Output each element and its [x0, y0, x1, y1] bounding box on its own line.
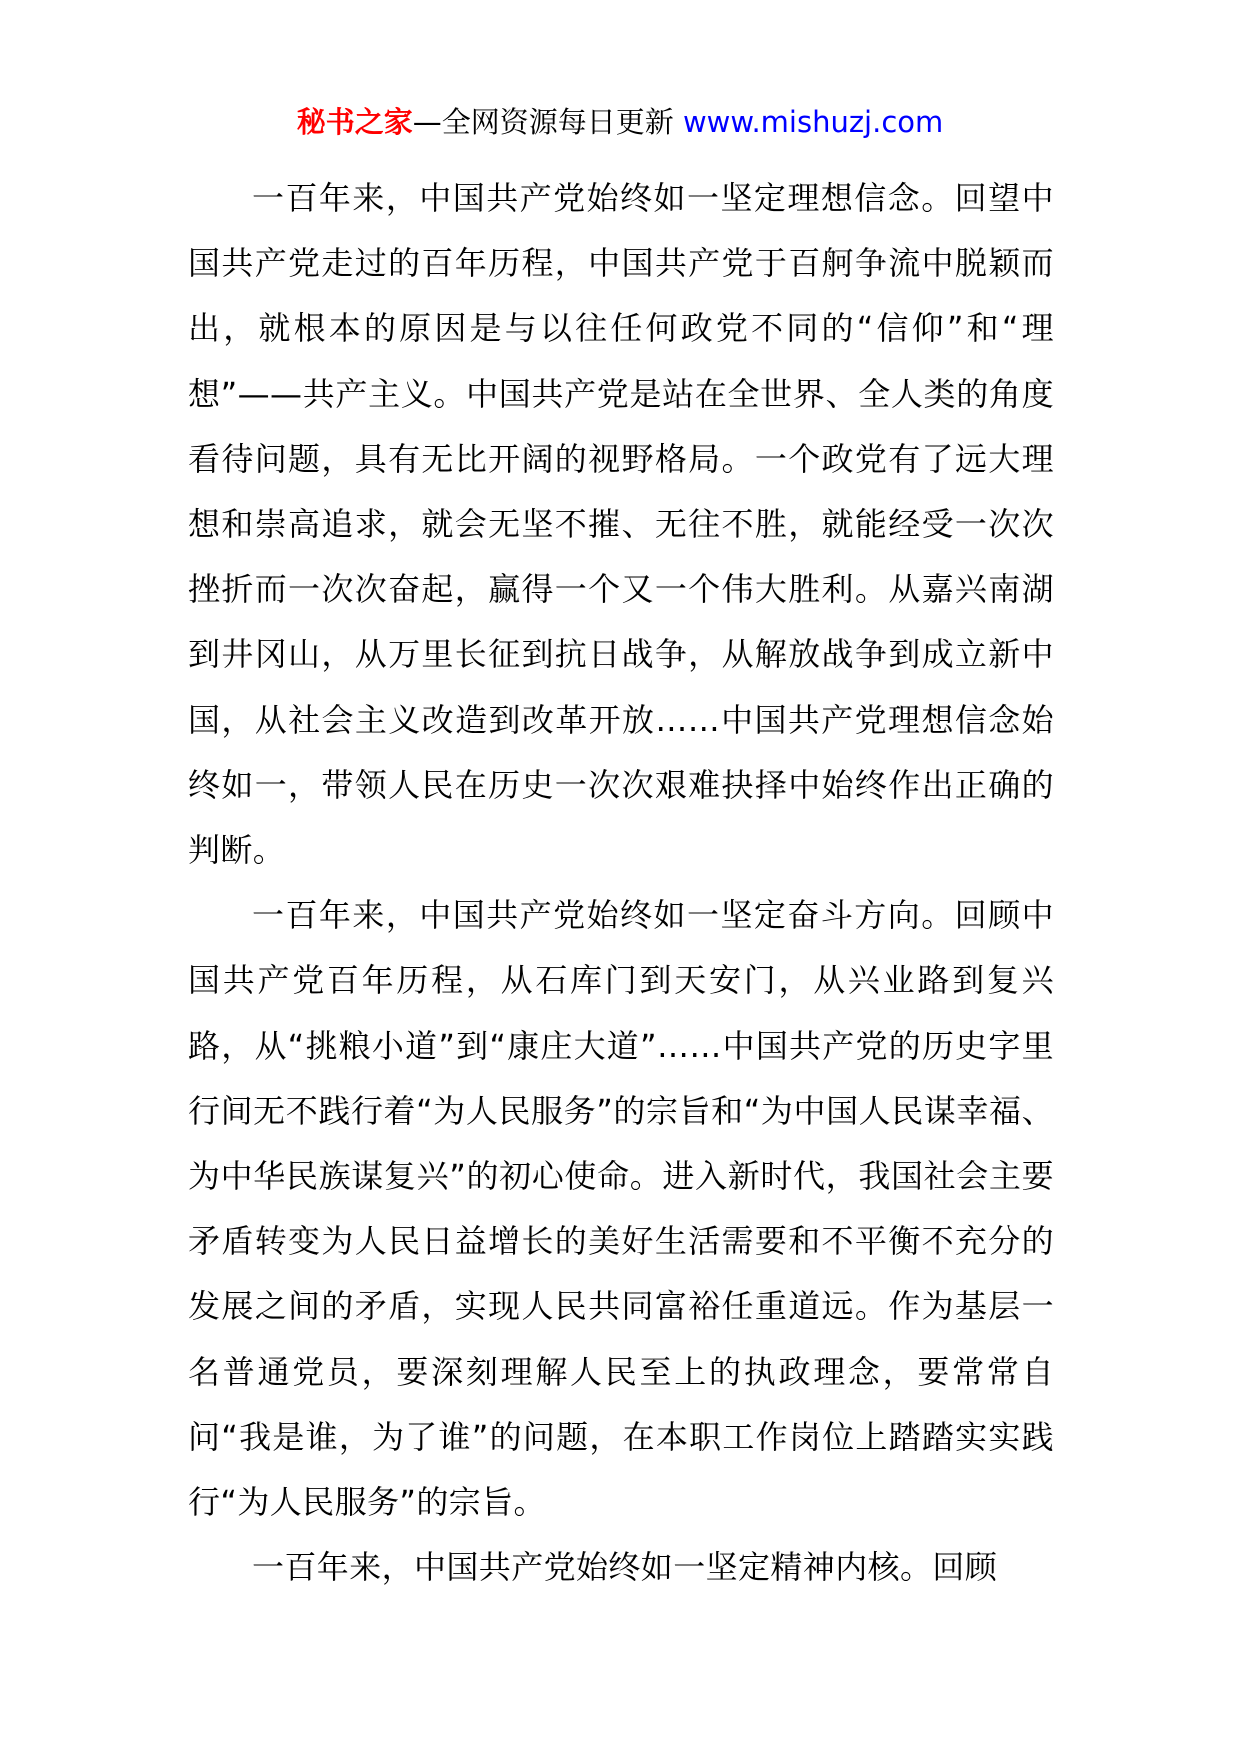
- website-link[interactable]: www.mishuzj.com: [682, 105, 944, 139]
- page-header: [0, 100, 1240, 144]
- paragraph-ideals: 一百年来，中国共产党始终如一坚定理想信念。回望中国共产党走过的百年历程，中国共产党于百舸争流中脱颖而出，就根本的原因是与以往任何政党不同的“信仰”和“理想”——共产主义。中国共产党是站在全世界、全人类的角度看待问题，具有无比开阔的视野格局。一个政党有了远大理想和崇高追求，就会无坚不摧、无往不胜，就能经受一次次挫折而一次次奋起，赢得一个又一个伟大胜利。从嘉兴南湖到井冈山，从万里长征到抗日战争，从解放战争到成立新中国，从社会主义改造到改革开放……中国共产党理想信念始终如一，带领人民在历史一次次艰难抉择中始终作出正确的判断。: [188, 179, 1054, 870]
- brand-name: 秘书之家: [296, 105, 413, 139]
- paragraph-direction: 一百年来，中国共产党始终如一坚定奋斗方向。回顾中国共产党百年历程，从石库门到天安门，从兴业路到复兴路，从“挑粮小道”到“康庄大道”……中国共产党的历史字里行间无不践行着“为人民服务”的宗旨和“为中国人民谋幸福、为中华民族谋复兴”的初心使命。进入新时代，我国社会主要矛盾转变为人民日益增长的美好生活需要和不平衡不充分的发展之间的矛盾，实现人民共同富裕任重道远。作为基层一名普通党员，要深刻理解人民至上的执政理念，要常常自问“我是谁，为了谁”的问题，在本职工作岗位上踏踏实实践行“为人民服务”的宗旨。: [188, 896, 1054, 1522]
- header-tagline: —全网资源每日更新: [412, 105, 674, 139]
- document-body: [188, 166, 1054, 1600]
- paragraph-spirit: 一百年来，中国共产党始终如一坚定精神内核。回顾: [252, 1548, 998, 1587]
